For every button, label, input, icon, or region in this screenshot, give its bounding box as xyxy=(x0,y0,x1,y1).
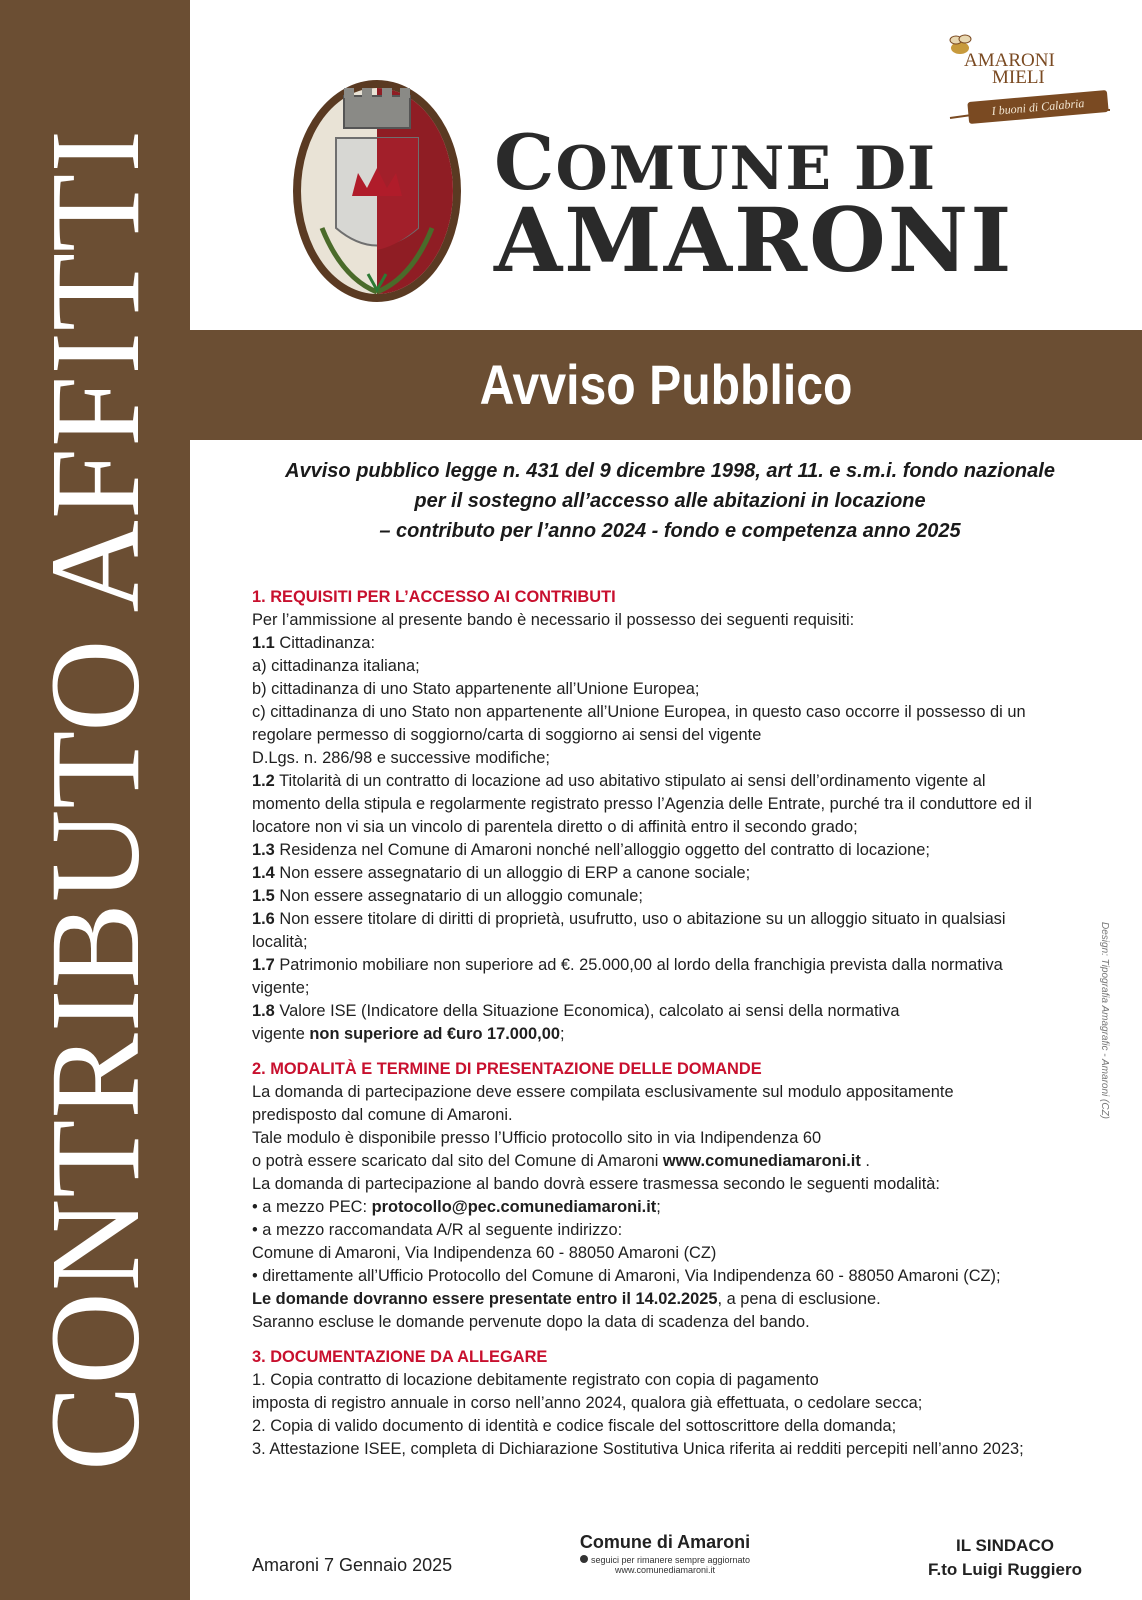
notice-intro: Avviso pubblico legge n. 431 del 9 dicembre 1998, art 11. e s.m.i. fondo nazionale per il sostegno all’accesso alle abitazioni in locazione – contributo per l’anno 2024 - fondo e competenza anno 2025 xyxy=(285,460,1055,542)
section-heading: 1. REQUISITI PER L’ACCESSO AI CONTRIBUTI xyxy=(252,588,616,606)
section-heading: 3. DOCUMENTAZIONE DA ALLEGARE xyxy=(252,1348,548,1366)
sponsor-logo-text: AMARONI MIELI xyxy=(964,50,1055,88)
page-title-line1: COMUNE DI xyxy=(494,118,937,207)
section-heading: 2. MODALITÀ E TERMINE DI PRESENTAZIONE DELLE DOMANDE xyxy=(252,1060,762,1078)
pec-email-link[interactable]: protocollo@pec.comunediamaroni.it xyxy=(371,1198,657,1216)
signature-block: IL SINDACO F.to Luigi Ruggiero xyxy=(928,1536,1082,1579)
deadline-text: Le domande dovranno essere presentate entro il 14.02.2025 xyxy=(252,1290,718,1308)
footer-website[interactable]: www.comunediamaroni.it xyxy=(614,1565,716,1575)
footer-org: Comune di Amaroni seguici per rimanere sempre aggiornato www.comunediamaroni.it xyxy=(560,1532,770,1575)
sponsor-tagline: I buoni di Calabria xyxy=(967,90,1108,124)
notice-body: 1. REQUISITI PER L’ACCESSO AI CONTRIBUTI Per l’ammissione al presente bando è necessario il possesso dei seguenti requisiti: 1.1 Cittadinanza: a) cittadinanza italiana; b) cittadinanza di uno Stato appartenente all’Unione Europea; c) cittadinanza di uno Stato non appartenente all’Unione Europea, in questo caso occorre il possesso di un regolare permesso di soggiorno/carta di soggiorno ai sensi del vigente D.Lgs. n. 286/98 e successive modifiche; 1.2 Titolarità di un contratto di locazione ad uso abitativo stipulato ai sensi dell’ordinamento vigente al momento della stipula e regolarmente registrato presso l’Agenzia delle Entrate, purché tra il conduttore ed il locatore non vi sia un vincolo di parentela diretto o di affinità entro il secondo grado; 1.3 Residenza nel Comune di Amaroni nonché nell’alloggio oggetto del contratto di locazione; 1.4 Non essere assegnatario di un alloggio di ERP a canone sociale; 1.5 Non essere assegnatario di un alloggio comunale; 1.6 Non essere titolare di diritti di proprietà, usufrutto, uso o abitazione su un alloggio situato in qualsiasi località; 1.7 Patrimonio mobiliare non superiore ad €. 25.000,00 al lordo della franchigia prevista dalla normativa vigente; 1.8 Valore ISE (Indicatore della Situazione Economica), calcolato ai sensi della normativa vigente non superiore ad €uro 17.000,00; 2. MODALITÀ E TERMINE DI PRESENTAZIONE DELLE DOMANDE La domanda di partecipazione deve essere compilata esclusivamente sul modulo appositamente predisposto dal comune di Amaroni. Tale modulo è disponibile presso l’Ufficio protocollo sito in via Indipendenza 60 o potrà essere scaricato dal sito del Comune di Amaroni www.comunediamaroni.it . La domanda di partecipazione al bando dovrà essere trasmessa secondo le seguenti modalità: • a mezzo PEC: protocollo@pec.comunediamaroni.it; • a mezzo raccomandata A/R al seguente indirizzo: Comune di Amaroni, Via Indipendenza 60 - 88050 Amaroni (CZ) • direttamente all’Ufficio Protocollo del Comune di Amaroni, Via Indipendenza 60 - 88050 Amaroni (CZ); Le domande dovranno essere presentate entro il 14.02.2025, a pena di esclusione. Saranno escluse le domande pervenute dopo la data di scadenza del bando. 3. DOCUMENTAZIONE DA ALLEGARE 1. Copia contratto di locazione debitamente registrato con copia di pagamento imposta di registro annuale in corso nell’anno 2024, qualora già effettuata, o cedolare secca; 2. Copia di valido documento di identità e codice fiscale del sottoscrittore della domanda; 3. Attestazione ISEE, completa di Dichiarazione Sostitutiva Unica riferita ai redditi percepiti nell’anno 2023; xyxy=(252,586,1092,1461)
side-banner-text: CONTRIBUTO AFFITTI xyxy=(23,129,166,1471)
website-link[interactable]: www.comunediamaroni.it xyxy=(662,1152,861,1170)
design-credit: Design: Tipografia Amagrafic - Amaroni (CZ) xyxy=(1099,922,1110,1120)
page-title-line2: AMARONI xyxy=(494,188,1014,292)
place-date: Amaroni 7 Gennaio 2025 xyxy=(252,1555,453,1575)
facebook-icon xyxy=(580,1555,588,1563)
coat-of-arms-icon xyxy=(292,78,462,304)
notice-title: Avviso Pubblico xyxy=(479,353,853,416)
